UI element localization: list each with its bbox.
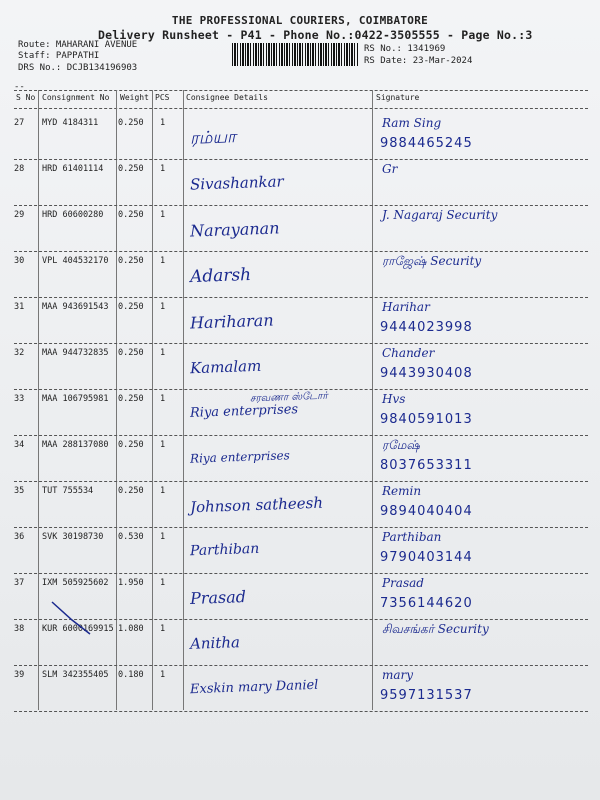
signature-text: Prasad	[382, 576, 424, 590]
serial-number: 29	[14, 210, 25, 220]
drs-number: DRS No.: DCJB134196903	[18, 63, 138, 73]
col-sno: S No	[16, 93, 36, 102]
phone-number: 9884465245	[380, 136, 473, 151]
table-row	[14, 666, 588, 712]
signature-text: Parthiban	[382, 530, 442, 544]
phone-number: 9790403144	[380, 550, 473, 565]
consignee-name: Adarsh	[189, 264, 252, 288]
weight-value: 1.950	[118, 578, 144, 588]
consignee-name: Exskin mary Daniel	[189, 677, 319, 698]
table-row	[14, 620, 588, 666]
consignee-name: Kamalam	[189, 356, 262, 378]
consignee-name: Riya enterprises	[189, 402, 299, 421]
serial-number: 39	[14, 670, 25, 680]
consignee-name: Sivashankar	[189, 172, 284, 194]
pieces-count: 1	[160, 578, 166, 588]
pieces-count: 1	[160, 118, 166, 128]
weight-value: 0.250	[118, 118, 144, 128]
row-rule	[14, 711, 588, 712]
phone-number: 8037653311	[380, 458, 473, 473]
phone-number: 7356144620	[380, 596, 473, 611]
table-row	[14, 160, 588, 206]
serial-number: 35	[14, 486, 25, 496]
consignment-number: MAA 943691543	[42, 302, 109, 312]
consignment-number: KUR 6000169915	[42, 624, 114, 634]
table-row	[14, 114, 588, 160]
table-row	[14, 436, 588, 482]
rs-number: RS No.: 1341969	[364, 44, 446, 54]
table-row	[14, 528, 588, 574]
serial-number: 38	[14, 624, 25, 634]
col-consignee: Consignee Details	[186, 93, 268, 102]
weight-value: 1.080	[118, 624, 144, 634]
header-rule-top	[14, 90, 588, 91]
pieces-count: 1	[160, 210, 166, 220]
pieces-count: 1	[160, 348, 166, 358]
consignment-number: SVK 30198730	[42, 532, 104, 542]
serial-number: 30	[14, 256, 25, 266]
signature-text: Remin	[382, 484, 422, 498]
serial-number: 37	[14, 578, 25, 588]
consignee-name: Parthiban	[189, 540, 260, 560]
consignee-name: Johnson satheesh	[189, 493, 324, 517]
weight-value: 0.250	[118, 164, 144, 174]
col-weight: Weight	[120, 93, 149, 102]
consignment-number: VPL 404532170	[42, 256, 109, 266]
phone-number: 9597131537	[380, 688, 473, 703]
pieces-count: 1	[160, 670, 166, 680]
pieces-count: 1	[160, 532, 166, 542]
signature-text: Chander	[382, 346, 435, 360]
consignment-number: MAA 944732835	[42, 348, 109, 358]
signature-text: J. Nagaraj Security	[382, 208, 498, 222]
pen-mark-icon	[50, 600, 92, 636]
signature-text: Hvs	[382, 392, 406, 406]
consignment-number: MAA 288137080	[42, 440, 109, 450]
table-row	[14, 344, 588, 390]
signature-text: Harihar	[382, 300, 430, 314]
rs-date: RS Date: 23-Mar-2024	[364, 56, 473, 66]
weight-value: 0.530	[118, 532, 144, 542]
consignment-number: IXM 505925602	[42, 578, 109, 588]
company-name: THE PROFESSIONAL COURIERS, COIMBATORE	[171, 14, 429, 27]
weight-value: 0.250	[118, 440, 144, 450]
table-row	[14, 206, 588, 252]
runsheet-title: Delivery Runsheet - P41 - Phone No.:0422-3505555 - Page No.:3	[98, 28, 533, 42]
consignee-name: Prasad	[189, 587, 247, 608]
serial-number: 28	[14, 164, 25, 174]
consignee-name: Anitha	[189, 633, 241, 653]
col-pcs: PCS	[155, 93, 170, 102]
phone-number: 9444023998	[380, 320, 473, 335]
route-label: Route: MAHARANI AVENUE	[18, 40, 138, 50]
consignment-number: HRD 61401114	[42, 164, 104, 174]
consignment-number: MAA 106795981	[42, 394, 109, 404]
signature-text: Gr	[382, 162, 398, 176]
pieces-count: 1	[160, 486, 166, 496]
barcode	[232, 43, 358, 66]
consignment-number: HRD 60600280	[42, 210, 104, 220]
pieces-count: 1	[160, 164, 166, 174]
separator-dashes: --	[14, 82, 25, 92]
table-row	[14, 252, 588, 298]
table-row	[14, 574, 588, 620]
pieces-count: 1	[160, 256, 166, 266]
consignee-name: Narayanan	[189, 218, 280, 241]
phone-number: 9894040404	[380, 504, 473, 519]
weight-value: 0.250	[118, 210, 144, 220]
consignee-name: Riya enterprises	[189, 448, 291, 466]
table-row	[14, 390, 588, 436]
serial-number: 31	[14, 302, 25, 312]
serial-number: 32	[14, 348, 25, 358]
weight-value: 0.250	[118, 348, 144, 358]
serial-number: 27	[14, 118, 25, 128]
pieces-count: 1	[160, 624, 166, 634]
signature-text: ரமேஷ்	[382, 438, 420, 452]
consignment-number: TUT 755534	[42, 486, 94, 496]
signature-text: mary	[382, 668, 414, 682]
weight-value: 0.250	[118, 486, 144, 496]
consignee-extra: சரவணா ஸ்டோர்	[249, 390, 328, 405]
header-rule-bottom	[14, 108, 588, 109]
table-row	[14, 298, 588, 344]
phone-number: 9840591013	[380, 412, 473, 427]
serial-number: 36	[14, 532, 25, 542]
serial-number: 33	[14, 394, 25, 404]
signature-text: ராஜேஷ் Security	[382, 254, 482, 268]
staff-label: Staff: PAPPATHI	[18, 51, 100, 61]
weight-value: 0.250	[118, 256, 144, 266]
table-row	[14, 482, 588, 528]
pieces-count: 1	[160, 440, 166, 450]
weight-value: 0.250	[118, 302, 144, 312]
consignment-number: SLM 342355405	[42, 670, 109, 680]
pieces-count: 1	[160, 394, 166, 404]
col-consignment: Consignment No	[42, 93, 110, 102]
weight-value: 0.180	[118, 670, 144, 680]
consignment-number: MYD 4184311	[42, 118, 99, 128]
consignee-name: Hariharan	[189, 310, 274, 333]
signature-text: Ram Sing	[382, 116, 442, 130]
pieces-count: 1	[160, 302, 166, 312]
signature-text: சிவசங்கர் Security	[382, 622, 489, 636]
consignee-name: ரம்யா	[189, 127, 237, 149]
phone-number: 9443930408	[380, 366, 473, 381]
col-signature: Signature	[376, 93, 420, 102]
weight-value: 0.250	[118, 394, 144, 404]
serial-number: 34	[14, 440, 25, 450]
